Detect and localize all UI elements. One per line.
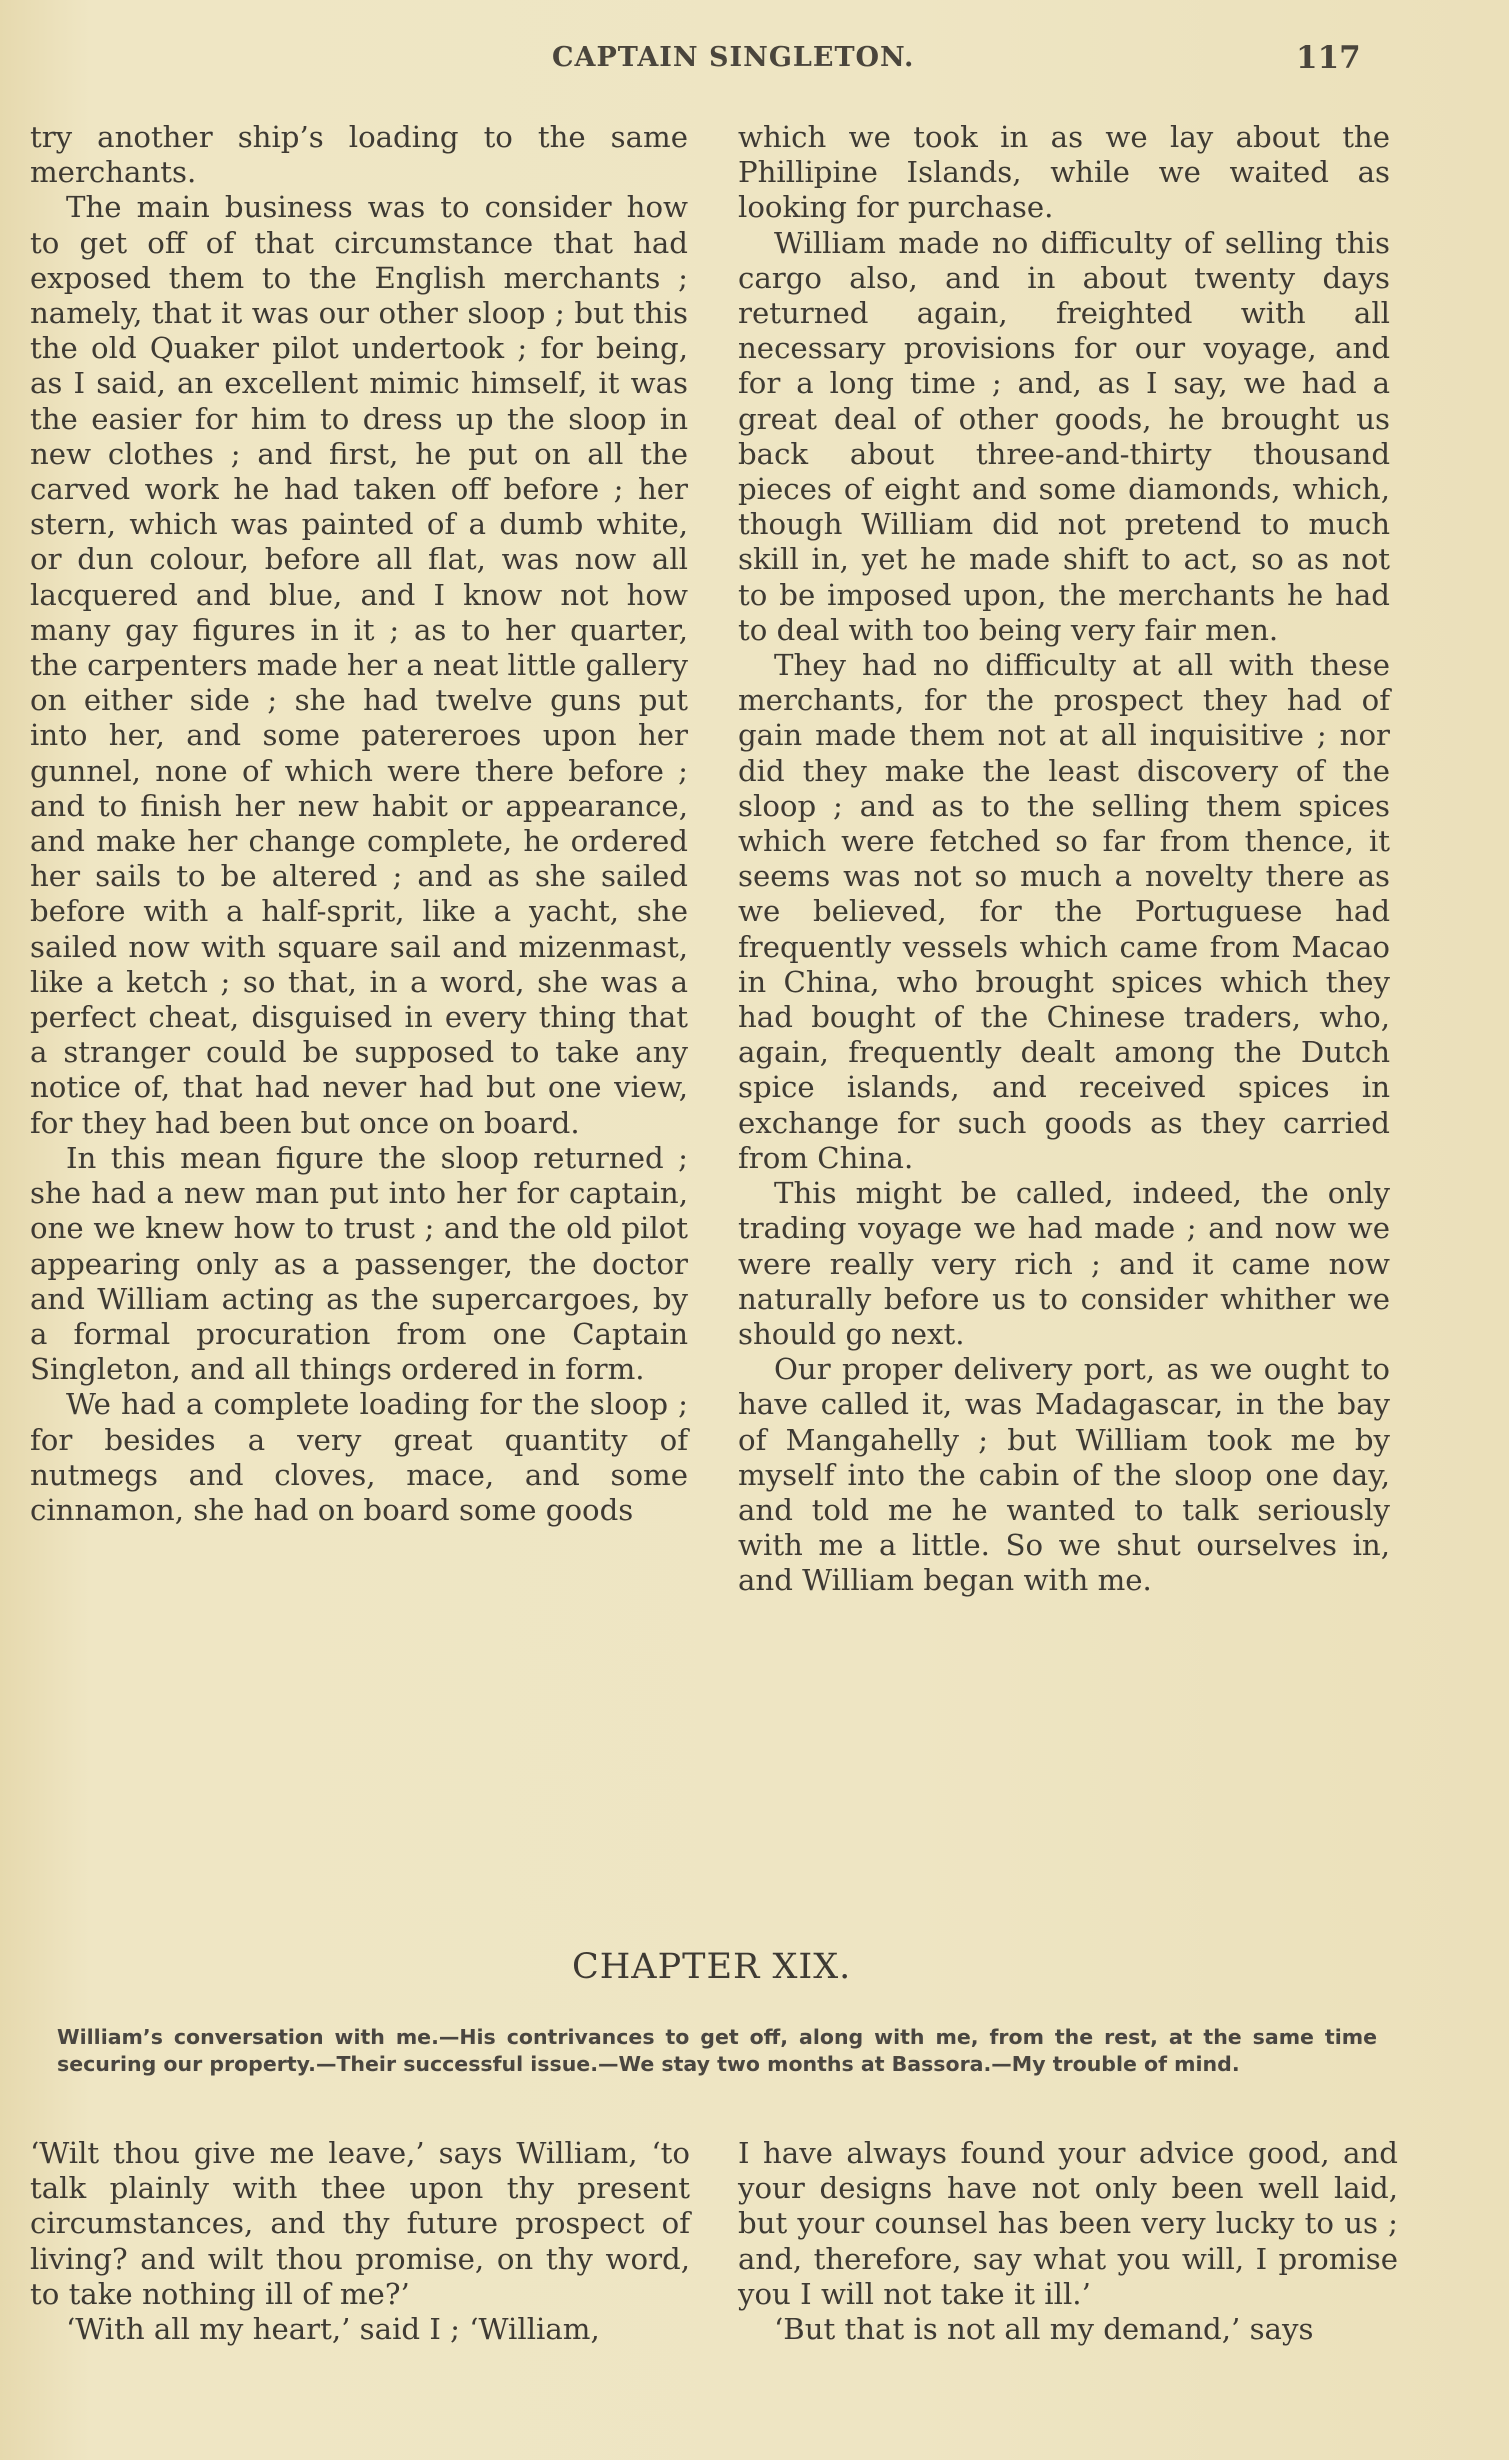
paragraph: This might be called, indeed, the only trading voyage we had made ; and now we were really very rich ; and it came now naturally before us to consider whither we should go next. — [738, 1176, 1390, 1351]
paragraph: try another ship’s loading to the same merchants. — [30, 120, 688, 190]
paragraph: ‘With all my heart,’ said I ; ‘William, — [66, 2312, 600, 2347]
paragraph: They had no difficulty at all with these merchants, for the prospect they had of gain made them not at all inquisitive ; nor did they make the least discovery of the sloop ; and as to the selling them spices which were fetched so far from thence, it seems was not so much a novelty there as we believed, for the Portuguese had frequently vessels which came from Macao in China, who brought spices which they had bought of the Chinese traders, who, again, frequently dealt among the Dutch spice islands, and received spices in exchange for such goods as they carried from China. — [738, 648, 1390, 1175]
paragraph: We had a complete loading for the sloop ; for besides a very great quantity of nutmegs and cloves, mace, and some cinnamon, she had on board some goods — [30, 1387, 688, 1527]
paragraph: I have always found your advice good, and your designs have not only been well laid, but your counsel has been very lucky to us ; and, therefore, say what you will, I promise you I will not take it ill.’ — [738, 2136, 1398, 2311]
page-number: 117 — [1296, 40, 1361, 76]
paragraph: The main business was to consider how to get off of that circumstance that had exposed them to the English merchants ; namely, that it was our other sloop ; but this the old Quaker pilot undertook ; for being, as I said, an excellent mimic himself, it was the easier for him to dress up the sloop in new clothes ; and first, he put on all the carved work he had taken off before ; her stern, which was painted of a dumb white, or dun colour, before all flat, was now all lacquered and blue, and I know not how many gay figures in it ; as to her quarter, the carpenters made her a neat little gallery on either side ; she had twelve guns put into her, and some patereroes upon her gunnel, none of which were there before ; and to finish her new habit or appearance, and make her change complete, he ordered her sails to be altered ; and as she sailed before with a half-sprit, like a yacht, she sailed now with square sail and mizenmast, like a ketch ; so that, in a word, she was a perfect cheat, disguised in every thing that a stranger could be supposed to take any notice of, that had never had but one view, for they had been but once on board. — [30, 190, 689, 1140]
paragraph: which we took in as we lay about the Phillipine Islands, while we waited as looking for purchase. — [738, 120, 1390, 225]
paragraph: In this mean figure the sloop returned ; she had a new man put into her for captain, one we knew how to trust ; and the old pilot appearing only as a passenger, the doctor and William acting as the supercargoes, by a formal procuration from one Captain Singleton, and all things ordered in form. — [30, 1140, 688, 1387]
left-column — [30, 120, 688, 1528]
chapter-left-column — [30, 2136, 690, 2347]
running-title: CAPTAIN SINGLETON. — [552, 42, 915, 73]
running-head — [0, 42, 1509, 82]
paragraph: Our proper delivery port, as we ought to have called it, was Madagascar, in the bay of Mangahelly ; but William took me by myself into the cabin of the sloop one day, and told me he wanted to talk seriously with me a little. So we shut ourselves in, and William began with me. — [738, 1352, 1390, 1598]
chapter-summary: William’s conversation with me.—His contrivances to get off, along with me, from the rest, at the same time securing our property.—Their successful issue.—We stay two months at Bassora.—My trouble of mind. — [57, 2025, 1377, 2076]
paragraph: ‘But that is not all my demand,’ says — [774, 2312, 1314, 2347]
chapter-right-column — [738, 2136, 1398, 2347]
paragraph: ‘Wilt thou give me leave,’ says William, ‘to talk plainly with thee upon thy present circumstances, and thy future prospect of living? and wilt thou promise, on thy word, to take nothing ill of me?’ — [30, 2136, 690, 2311]
paragraph: William made no difficulty of selling this cargo also, and in about twenty days returned again, freighted with all necessary provisions for our voyage, and for a long time ; and, as I say, we had a great deal of other goods, he brought us back about three-and-thirty thousand pieces of eight and some diamonds, which, though William did not pretend to much skill in, yet he made shift to act, so as not to be imposed upon, the merchants he had to deal with too being very fair men. — [738, 225, 1390, 647]
chapter-heading: CHAPTER XIX. — [572, 1947, 852, 1987]
right-column — [738, 120, 1390, 1599]
